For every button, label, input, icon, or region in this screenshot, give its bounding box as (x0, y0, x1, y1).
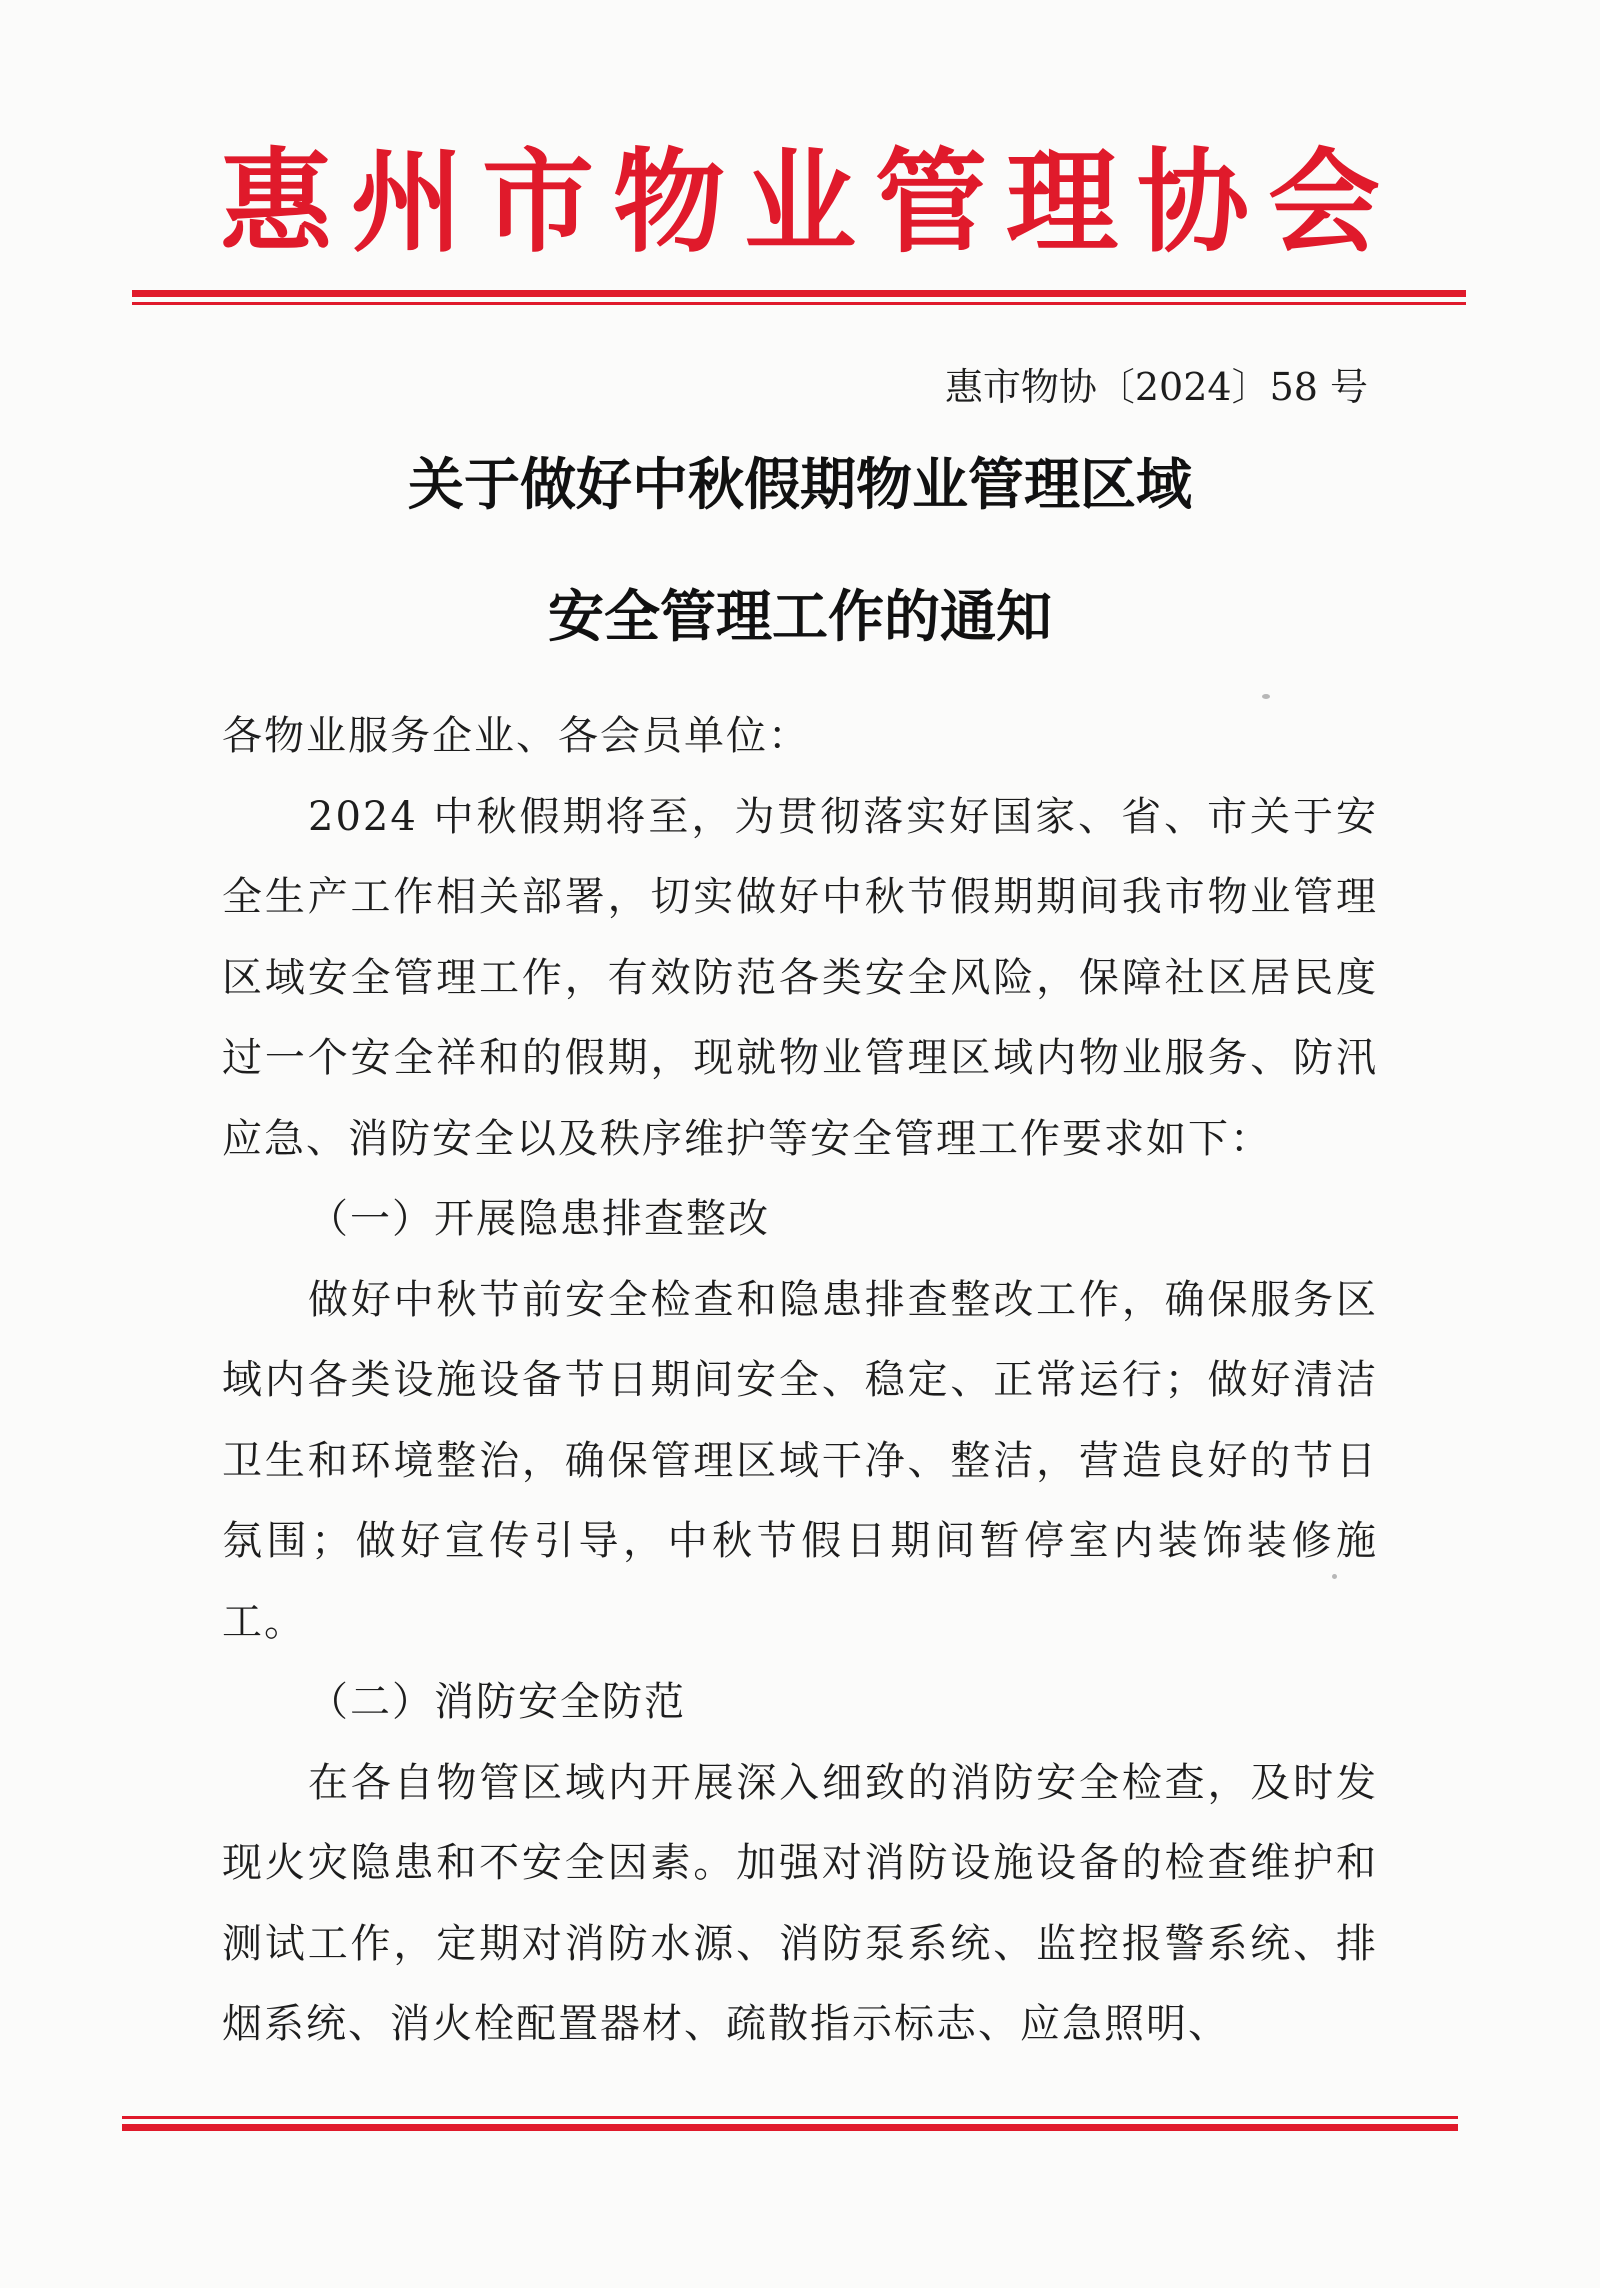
letterhead-char: 理 (1006, 138, 1118, 268)
document-title-line-1: 关于做好中秋假期物业管理区域 (408, 453, 1192, 518)
header-divider-thin (132, 302, 1466, 305)
section-heading-1: （一）开展隐患排查整改 (308, 1196, 770, 1242)
letterhead-char: 物 (613, 138, 725, 268)
letterhead-org-name (220, 128, 1380, 278)
scan-speck (1332, 1574, 1337, 1579)
document-body (222, 696, 1378, 2065)
intro-paragraph: 2024 中秋假期将至，为贯彻落实好国家、省、市关于安全生产工作相关部署，切实做好中秋节假期期间我市物业管理区域安全管理工作，有效防范各类安全风险，保障社区居民度过一个安全祥和的假期，现就物业管理区域内物业服务、防汛应急、消防安全以及秩序维护等安全管理工作要求如下： (222, 793, 1378, 1162)
section-heading-2: （二）消防安全防范 (308, 1679, 686, 1725)
letterhead-char: 管 (875, 138, 987, 268)
section-paragraph-1: 做好中秋节前安全检查和隐患排查整改工作，确保服务区域内各类设施设备节日期间安全、稳定、正常运行；做好清洁卫生和环境整治，确保管理区域干净、整洁，营造良好的节日氛围；做好宣传引导，中秋节假日期间暂停室内装饰装修施工。 (222, 1276, 1378, 1645)
footer-divider-thick (122, 2124, 1458, 2131)
section-paragraph-2: 在各自物管区域内开展深入细致的消防安全检查，及时发现火灾隐患和不安全因素。加强对消防设施设备的检查维护和测试工作，定期对消防水源、消防泵系统、监控报警系统、排烟系统、消火栓配置器材、疏散指示标志、应急照明、 (222, 1759, 1378, 2047)
letterhead-char: 州 (351, 138, 463, 268)
letterhead-char: 业 (744, 138, 856, 268)
letterhead-char: 惠 (220, 138, 332, 268)
document-title-line-2: 安全管理工作的通知 (548, 585, 1052, 650)
scan-speck (1262, 694, 1270, 699)
header-divider-thick (132, 290, 1466, 297)
letterhead-char: 会 (1268, 138, 1380, 268)
footer-divider-thin (122, 2116, 1458, 2119)
letterhead-char: 市 (482, 138, 594, 268)
document-number: 惠市物协〔2024〕58 号 (944, 365, 1368, 409)
salutation: 各物业服务企业、各会员单位： (222, 713, 810, 759)
letterhead-char: 协 (1137, 138, 1249, 268)
